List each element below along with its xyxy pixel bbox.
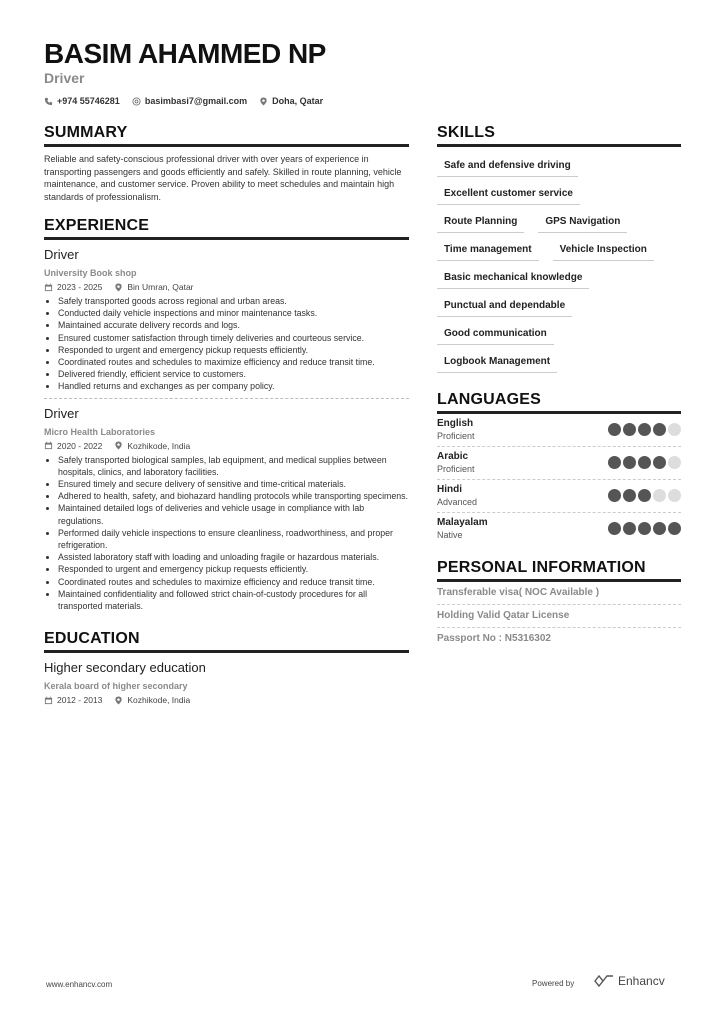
bullet-item: • Responded to urgent and emergency pickup requests efficiently. [58, 563, 409, 575]
bullet-item: • Handled returns and exchanges as per company policy. [58, 380, 409, 392]
enhancv-logo[interactable] [594, 974, 665, 988]
candidate-name: BASIM AHAMMED NP [44, 38, 326, 69]
rating-dot-empty [668, 423, 681, 436]
education-dates: 2012 - 2013 [57, 695, 103, 706]
location-pin-icon [114, 441, 123, 450]
bullet-item: • Conducted daily vehicle inspections and minor maintenance tasks. [58, 307, 409, 319]
summary-text: Reliable and safety-conscious professional driver with over years of experience in transporting passengers and goods efficiently and safely. Skilled in route planning, vehicle maintenance, and customer service. Proven ability to meet schedules and maintain high standards of professionalism. [44, 154, 402, 202]
calendar-icon [44, 283, 53, 292]
language-item [437, 513, 681, 545]
skills-heading: SKILLS [437, 124, 681, 147]
job-dates: 2023 - 2025 [57, 282, 103, 292]
personal-info-item: Holding Valid Qatar License [437, 605, 681, 628]
experience-entry [44, 247, 409, 393]
skill-tag: Excellent customer service [437, 181, 580, 205]
rating-dot-filled [638, 522, 651, 535]
job-title: Driver [44, 247, 79, 262]
job-title: Driver [44, 405, 79, 421]
school-name: Kerala board of higher secondary [44, 681, 188, 692]
language-name: Malayalam [437, 517, 488, 528]
language-rating [608, 489, 681, 502]
rating-dot-filled [638, 423, 651, 436]
rating-dot-filled [608, 456, 621, 469]
rating-dot-empty [653, 489, 666, 502]
rating-dot-filled [608, 423, 621, 436]
language-rating [608, 423, 681, 436]
personal-info-item: Transferable visa( NOC Available ) [437, 582, 681, 605]
powered-by-label: Powered by [532, 979, 575, 988]
skill-tag: Punctual and dependable [437, 293, 572, 317]
company-name: University Book shop [44, 268, 137, 278]
rating-dot-filled [623, 423, 636, 436]
language-level: Proficient [437, 431, 475, 441]
rating-dot-empty [668, 456, 681, 469]
bullet-item: • Safely transported biological samples, lab equipment, and medical supplies between hospitals, clinics, and laboratory facilities. [58, 454, 409, 478]
footer-url[interactable]: www.enhancv.com [46, 980, 113, 989]
bullet-item: • Responded to urgent and emergency pickup requests efficiently. [58, 344, 409, 356]
job-location: Bin Umran, Qatar [127, 282, 194, 292]
language-rating [608, 456, 681, 469]
at-icon [132, 97, 141, 106]
bullet-item: • Ensured customer satisfaction through timely deliveries and courteous service. [58, 332, 409, 344]
language-name: English [437, 418, 474, 429]
languages-list [437, 414, 681, 545]
email-text: basimbasi7@gmail.com [144, 96, 248, 106]
phone-text: +974 55746281 [57, 96, 120, 106]
bullet-item: • Maintained detailed logs of deliveries and vehicle usage in compliance with lab regulations. [58, 502, 409, 526]
skill-tag: Logbook Management [437, 349, 557, 373]
skill-tag: Vehicle Inspection [553, 237, 654, 261]
contact-row [44, 96, 323, 106]
summary-heading: SUMMARY [44, 124, 409, 147]
education-entry [44, 660, 409, 705]
bullet-item: • Performed daily vehicle inspections to ensure cleanliness, roadworthiness, and proper refrigeration. [58, 527, 409, 551]
education-location: Kozhikode, India [127, 695, 191, 706]
bullet-item: • Safely transported goods across regional and urban areas. [58, 295, 409, 307]
personal-info-list [437, 582, 681, 650]
job-dates: 2020 - 2022 [57, 440, 103, 451]
education-heading: EDUCATION [44, 630, 409, 653]
language-name: Hindi [437, 484, 462, 495]
email-contact [132, 96, 247, 106]
rating-dot-filled [653, 456, 666, 469]
job-location: Kozhikode, India [127, 440, 191, 451]
job-meta [44, 441, 409, 451]
location-pin-icon [259, 97, 268, 106]
calendar-icon [44, 441, 53, 450]
calendar-icon [44, 696, 53, 705]
education-meta [44, 695, 409, 705]
skill-tag: Time management [437, 237, 539, 261]
rating-dot-filled [653, 423, 666, 436]
rating-dot-filled [623, 456, 636, 469]
location-text: Doha, Qatar [272, 96, 324, 106]
right-column [437, 124, 681, 650]
language-level: Native [437, 530, 463, 540]
bullet-item: • Maintained confidentiality and followed strict chain-of-custody procedures for all transported materials. [58, 588, 409, 612]
rating-dot-filled [623, 489, 636, 502]
personal-info-item: Passport No : N5316302 [437, 633, 551, 644]
rating-dot-empty [668, 489, 681, 502]
language-level: Proficient [437, 464, 475, 474]
languages-heading: LANGUAGES [437, 391, 681, 414]
bullet-item: • Coordinated routes and schedules to maximize efficiency and reduce transit time. [58, 576, 409, 588]
language-item [437, 480, 681, 513]
job-bullets [44, 454, 409, 613]
language-item [437, 447, 681, 480]
bullet-item: • Adhered to health, safety, and biohazard handling protocols while transporting specimens. [58, 490, 409, 502]
left-column [44, 124, 409, 705]
bullet-item: • Coordinated routes and schedules to maximize efficiency and reduce transit time. [58, 356, 409, 368]
bullet-item: • Ensured timely and secure delivery of sensitive and time-critical materials. [58, 478, 409, 490]
rating-dot-filled [638, 489, 651, 502]
job-bullets [44, 295, 409, 393]
job-meta [44, 282, 409, 292]
rating-dot-filled [638, 456, 651, 469]
enhancv-logo-icon [594, 975, 614, 987]
rating-dot-filled [668, 522, 681, 535]
brand-name: Enhancv [618, 974, 665, 988]
language-name: Arabic [437, 451, 469, 462]
skill-tag: Route Planning [437, 209, 524, 233]
bullet-item: • Maintained accurate delivery records and logs. [58, 319, 409, 331]
rating-dot-filled [608, 489, 621, 502]
personal-info-heading: PERSONAL INFORMATION [437, 559, 681, 582]
phone-icon [44, 97, 53, 106]
location-contact [259, 96, 323, 106]
experience-entry [44, 406, 409, 613]
company-name: Micro Health Laboratories [44, 426, 156, 437]
skill-tag: Good communication [437, 321, 554, 345]
rating-dot-filled [653, 522, 666, 535]
divider [44, 398, 409, 399]
skills-list [437, 149, 681, 373]
degree-title: Higher secondary education [44, 660, 206, 676]
rating-dot-filled [608, 522, 621, 535]
language-level: Advanced [437, 497, 478, 507]
location-pin-icon [114, 283, 123, 292]
language-rating [608, 522, 681, 535]
skill-tag: GPS Navigation [538, 209, 627, 233]
rating-dot-filled [623, 522, 636, 535]
phone-contact [44, 96, 120, 106]
bullet-item: • Delivered friendly, efficient service to customers. [58, 368, 409, 380]
skill-tag: Safe and defensive driving [437, 153, 578, 177]
experience-heading: EXPERIENCE [44, 217, 409, 240]
location-pin-icon [114, 696, 123, 705]
candidate-role: Driver [44, 70, 85, 86]
language-item [437, 414, 681, 447]
skill-tag: Basic mechanical knowledge [437, 265, 589, 289]
bullet-item: • Assisted laboratory staff with loading and unloading fragile or hazardous materials. [58, 551, 409, 563]
